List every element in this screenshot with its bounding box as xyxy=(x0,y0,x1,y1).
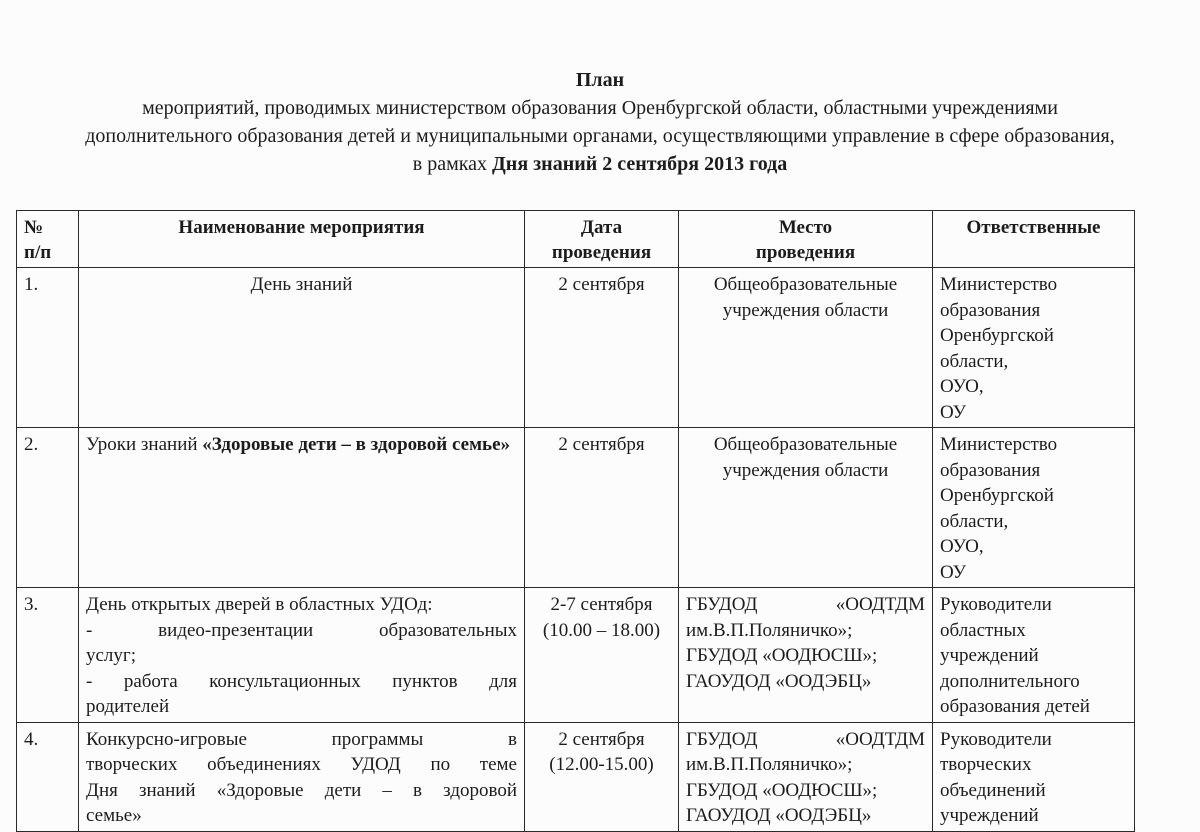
event-date: 2 сентября (12.00-15.00) xyxy=(525,722,679,831)
event-place: ГБУДОД «ООДТДМ им.В.П.Поляничко»; ГБУДОД «ООДЮСШ»; ГАОУДОД «ООДЭБЦ» xyxy=(679,722,933,831)
document-subtitle-line-1: мероприятий, проводимых министерством образования Оренбургской области, областными учреждениями xyxy=(142,97,1058,119)
event-date: 2-7 сентября (10.00 – 18.00) xyxy=(525,588,679,723)
header-number: № п/п xyxy=(17,211,79,268)
events-plan-table xyxy=(16,210,1135,832)
header-date: Дата проведения xyxy=(525,211,679,268)
table-row xyxy=(17,588,1135,723)
event-responsible: Министерство образования Оренбургской области, ОУО, ОУ xyxy=(933,268,1135,428)
event-responsible: Руководители творческих объединений учреждений xyxy=(933,722,1135,831)
event-place: Общеобразовательные учреждения области xyxy=(679,268,933,428)
subtitle-prefix: в рамках xyxy=(412,153,493,175)
event-responsible: Министерство образования Оренбургской области, ОУО, ОУ xyxy=(933,428,1135,588)
row-number: 1. xyxy=(17,268,79,428)
document-subtitle-line-2: дополнительного образования детей и муниципальными органами, осуществляющими управление в сфере образования, xyxy=(85,125,1115,147)
table-row xyxy=(17,428,1135,588)
event-name: Уроки знаний «Здоровые дети – в здоровой семье» xyxy=(79,428,525,588)
event-place: Общеобразовательные учреждения области xyxy=(679,428,933,588)
event-name: День знаний xyxy=(79,268,525,428)
document-title: План xyxy=(575,69,625,91)
table-row xyxy=(17,268,1135,428)
event-name: Конкурсно-игровые программы в творческих объединениях УДОД по теме Дня знаний «Здоровые дети – в здоровой семье» xyxy=(79,722,525,831)
row-number: 2. xyxy=(17,428,79,588)
row-number: 3. xyxy=(17,588,79,723)
event-name: День открытых дверей в областных УДОд: - видео-презентации образовательных услуг; - работа консультационных пунктов для родителей xyxy=(79,588,525,723)
event-responsible: Руководители областных учреждений дополнительного образования детей xyxy=(933,588,1135,723)
row-number: 4. xyxy=(17,722,79,831)
event-date: 2 сентября xyxy=(525,268,679,428)
table-header-row xyxy=(17,211,1135,268)
document-title-block xyxy=(0,66,1200,178)
table-row xyxy=(17,722,1135,831)
event-date: 2 сентября xyxy=(525,428,679,588)
document-subtitle-line-3 xyxy=(0,150,1200,178)
header-responsible: Ответственные xyxy=(933,211,1135,268)
header-event-name: Наименование мероприятия xyxy=(79,211,525,268)
subtitle-event-name: Дня знаний 2 сентября 2013 года xyxy=(492,153,788,175)
event-place: ГБУДОД «ООДТДМ им.В.П.Поляничко»; ГБУДОД «ООДЮСШ»; ГАОУДОД «ООДЭБЦ» xyxy=(679,588,933,723)
header-place: Место проведения xyxy=(679,211,933,268)
